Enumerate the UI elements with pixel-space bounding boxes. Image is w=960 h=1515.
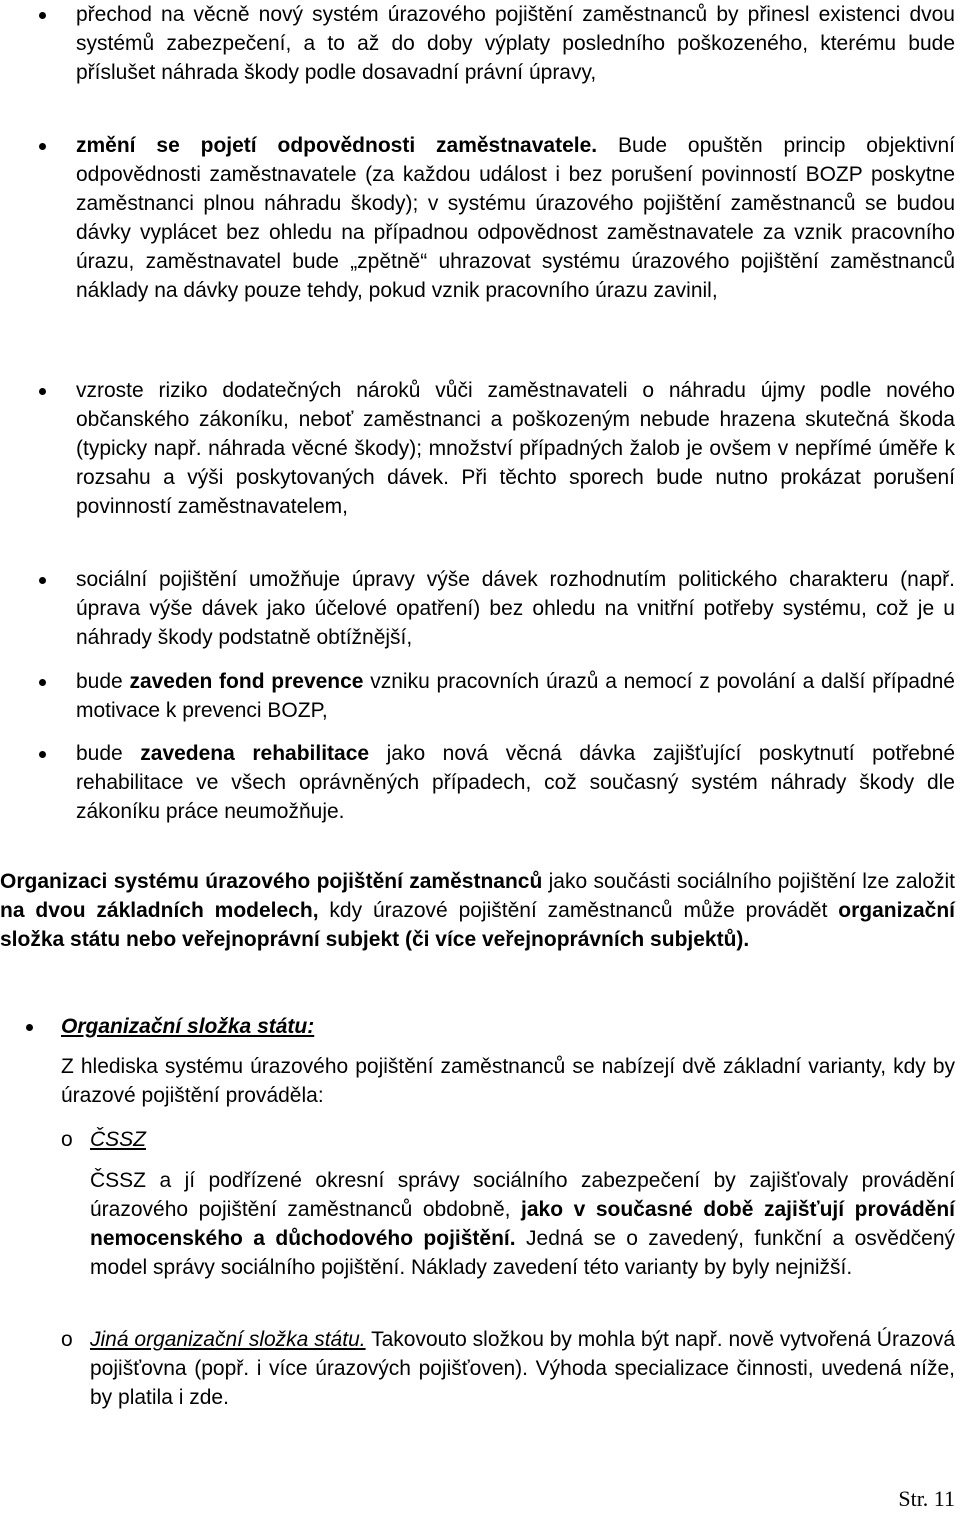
intro-bold-2: na dvou základních modelech,: [0, 899, 319, 922]
list-item: [76, 376, 955, 521]
sub-item-bold: jako v současné době zajišťují provádění nemocenského a důchodového pojištění.: [90, 1198, 955, 1250]
section-heading: Organizační složka státu:: [61, 1015, 315, 1038]
list-item-bold: zaveden fond prevence: [129, 670, 364, 693]
list-item-text: sociální pojištění umožňuje úpravy výše dávek rozhodnutím politického charakteru (např. úprava výše dávek jako účelové opatření) bez ohledu na vnitřní potřeby systému, což je u náhrady škody podstatně obtížnější,: [76, 568, 955, 649]
list-item: [76, 565, 955, 652]
sub-item: [61, 1325, 955, 1412]
bullet-icon: [39, 143, 46, 150]
list-item-text: vzniku pracovních úrazů a nemocí z povolání a další případné motivace k prevenci BOZP,: [76, 670, 955, 722]
list-item-bold-lead: změní se pojetí odpovědnosti zaměstnavatele.: [76, 134, 598, 157]
sub-item-title-text: Jiná organizační složka státu.: [90, 1328, 366, 1351]
intro-text-2: kdy úrazové pojištění zaměstnanců může provádět: [318, 899, 839, 922]
bullet-icon: [26, 1024, 33, 1031]
sub-item-body: [90, 1166, 955, 1282]
list-item-text: Bude opuštěn princip objektivní odpovědnosti zaměstnavatele (za každou událost i bez porušení povinností BOZP poskytne zaměstnanci plnou náhradu škody); v systému úrazového pojištění zaměstnanců se budou dávky vyplácet bez ohledu na případnou odpovědnost zaměstnavatele za vznik pracovního úrazu, zaměstnavatel bude „zpětně“ uhrazovat systému úrazového pojištění zaměstnanců náklady na dávky pouze tehdy, pokud vznik pracovního úrazu zavinil,: [76, 134, 955, 302]
list-item: [76, 131, 955, 305]
sub-item-title-text: ČSSZ: [90, 1128, 147, 1151]
intro-text-1: jako součásti sociálního pojištění lze založit: [542, 870, 955, 893]
list-item-text: přechod na věcně nový systém úrazového pojištění zaměstnanců by přinesl existenci dvou systémů zabezpečení, a to až do doby výplaty posledního poškozeného, kterému bude příslušet náhrada škody podle dosavadní právní úpravy,: [76, 3, 955, 84]
list-item-text: vzroste riziko dodatečných nároků vůči zaměstnavateli o náhradu újmy podle nového občanského zákoníku, neboť zaměstnanci a poškozeným nebude hrazena skutečná škoda (typicky např. náhrada věcné škody); množství případných žalob je ovšem v nepřímé úměře k rozsahu a výši poskytovaných dávek. Při těchto sporech bude nutno prokázat porušení povinností zaměstnavatelem,: [76, 379, 955, 518]
sub-item-text: Takovouto složkou by mohla být např. nově vytvořená Úrazová pojišťovna (popř. i více úrazových pojišťoven). Výhoda specializace činnosti, uvedená níže, by platila i zde.: [90, 1328, 955, 1409]
list-item-text: bude: [76, 670, 130, 693]
sub-item-text: Jedná se o zavedený, funkční a osvědčený model správy sociálního pojištění. Náklady zavedení této varianty by byly nejnižší.: [90, 1227, 955, 1279]
list-item: [76, 667, 955, 725]
list-item-bold: zavedena rehabilitace: [140, 742, 370, 765]
bullet-icon: [39, 388, 46, 395]
intro-paragraph: [0, 867, 955, 954]
intro-bold-1: Organizaci systému úrazového pojištění zaměstnanců: [0, 870, 543, 893]
bullet-icon: [39, 12, 46, 19]
page-number: Str. 11: [898, 1486, 955, 1511]
sub-item-text: ČSSZ a jí podřízené okresní správy sociálního zabezpečení by zajišťovaly provádění úrazového pojištění zaměstnanců obdobně,: [90, 1169, 955, 1221]
list-item-text: bude: [76, 742, 141, 765]
list-item: [76, 739, 955, 826]
list-item-text: jako nová věcná dávka zajišťující poskytnutí potřebné rehabilitace ve všech oprávněných případech, což současný systém náhrady škody dle zákoníku práce neumožňuje.: [76, 742, 955, 823]
circle-bullet-icon: o: [61, 1128, 73, 1151]
bullet-icon: [39, 751, 46, 758]
circle-bullet-icon: o: [61, 1328, 73, 1351]
section-lead-text: Z hlediska systému úrazového pojištění zaměstnanců se nabízejí dvě základní varianty, kdy by úrazové pojištění prováděla:: [61, 1055, 955, 1107]
section-lead: [61, 1052, 955, 1110]
list-item: [76, 0, 955, 87]
section-heading-item: [61, 1012, 955, 1041]
bullet-icon: [39, 679, 46, 686]
intro-bold-3: organizační složka státu nebo veřejnoprávní subjekt (či více veřejnoprávních subjektů).: [0, 899, 955, 951]
sub-item-title: [61, 1125, 955, 1154]
bullet-icon: [39, 577, 46, 584]
